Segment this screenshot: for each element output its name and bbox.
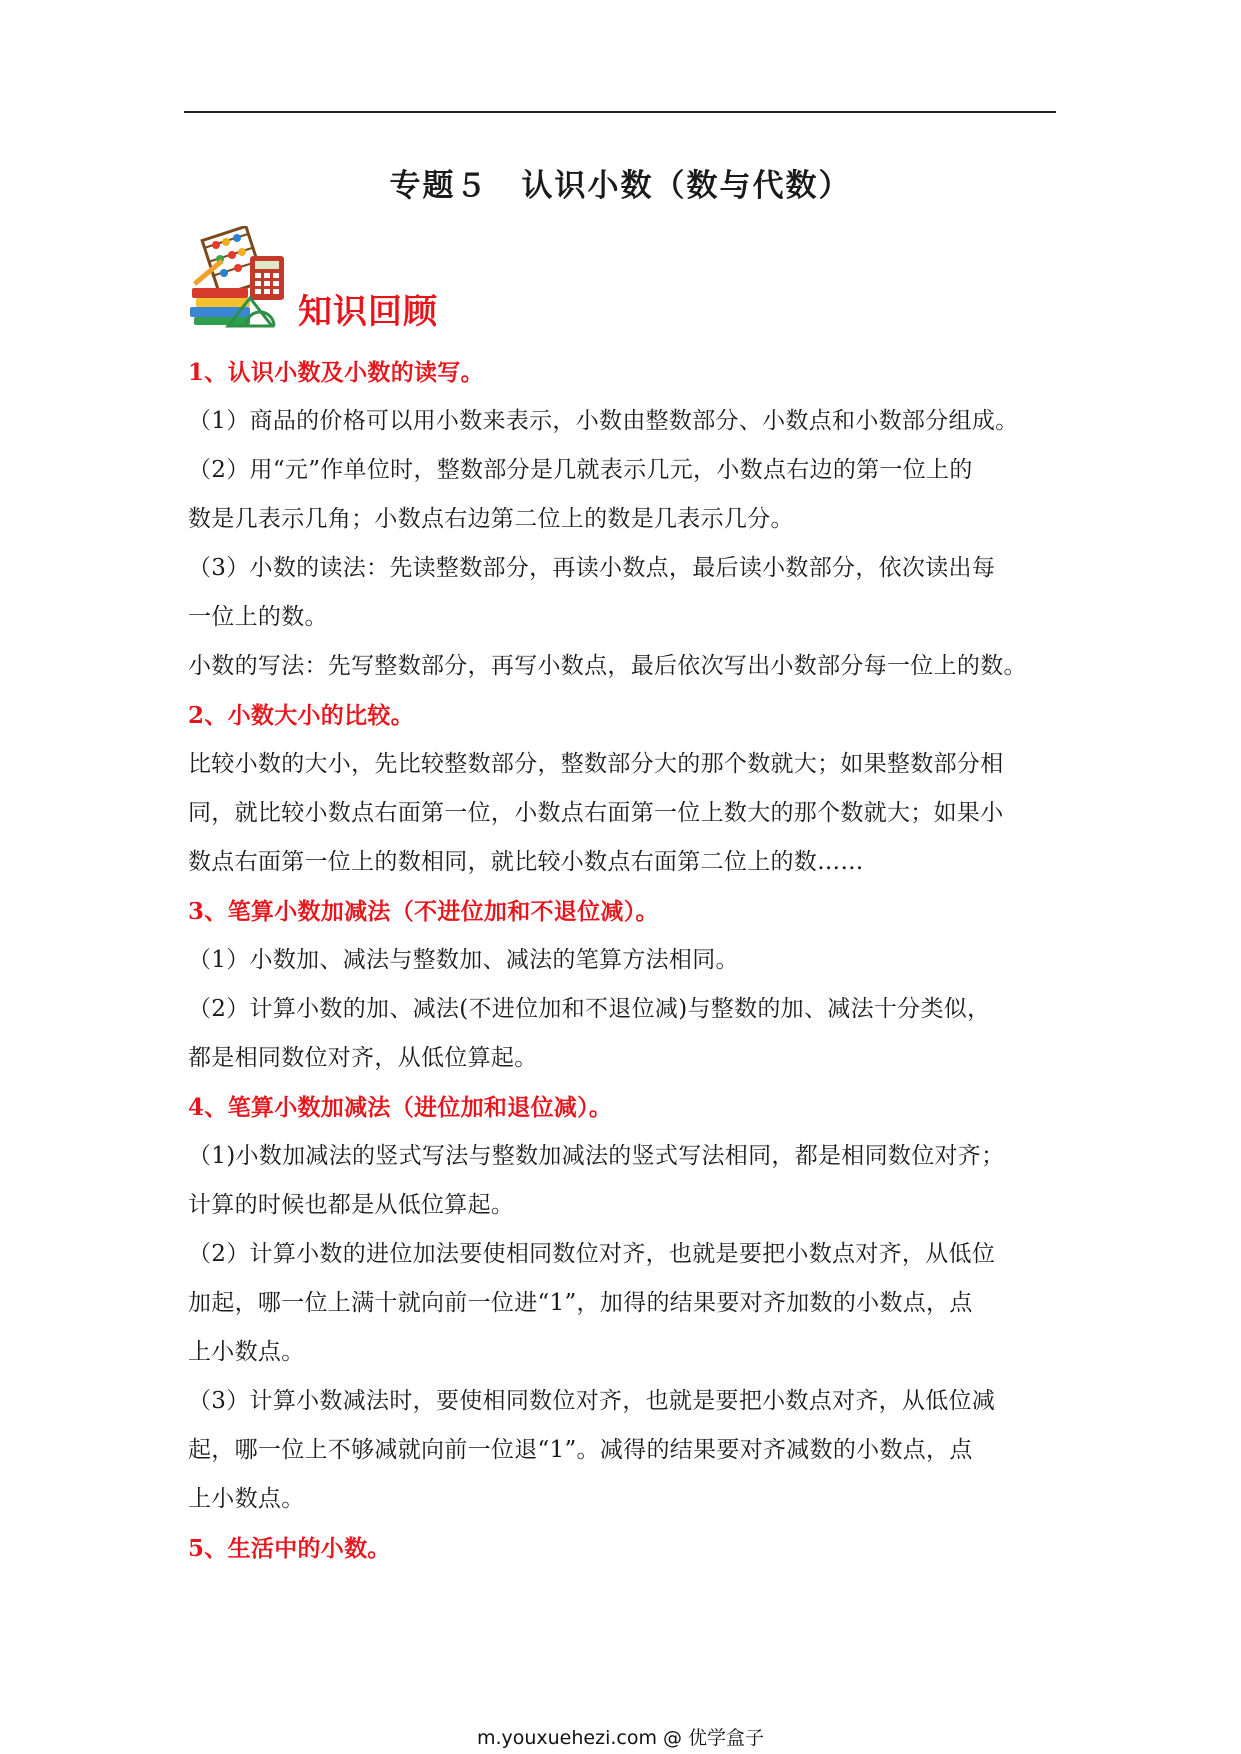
doc-line: 数是几表示几角；小数点右边第二位上的数是几表示几分。 <box>188 506 794 532</box>
books-icon <box>190 288 250 325</box>
doc-line: （2）用“元”作单位时，整数部分是几就表示几元，小数点右边的第一位上的 <box>188 457 973 483</box>
doc-line: 加起，哪一位上满十就向前一位进“1”，加得的结果要对齐加数的小数点，点 <box>188 1290 973 1316</box>
doc-line: 数点右面第一位上的数相同，就比较小数点右面第二位上的数…… <box>188 849 864 875</box>
section-heading: 1、认识小数及小数的读写。 <box>188 359 484 386</box>
doc-line: 上小数点。 <box>188 1339 305 1365</box>
doc-line: （1）商品的价格可以用小数来表示，小数由整数部分、小数点和小数部分组成。 <box>188 408 1019 434</box>
doc-line: 比较小数的大小，先比较整数部分，整数部分大的那个数就大；如果整数部分相 <box>188 751 1004 777</box>
doc-line: 同，就比较小数点右面第一位，小数点右面第一位上数大的那个数就大；如果小 <box>188 800 1004 826</box>
doc-line: 一位上的数。 <box>188 604 328 630</box>
footer-watermark: m.youxuehezi.com @ 优学盒子 <box>476 1727 765 1749</box>
doc-line: （2）计算小数的加、减法(不进位加和不退位减)与整数的加、减法十分类似， <box>188 996 991 1022</box>
doc-line: 小数的写法：先写整数部分，再写小数点，最后依次写出小数部分每一位上的数。 <box>188 653 1027 679</box>
doc-line: （2）计算小数的进位加法要使相同数位对齐，也就是要把小数点对齐，从低位 <box>188 1241 996 1267</box>
top-rule <box>184 111 1056 113</box>
doc-line: （3）小数的读法：先读整数部分，再读小数点，最后读小数部分，依次读出每 <box>188 555 996 581</box>
doc-line: 计算的时候也都是从低位算起。 <box>188 1192 515 1218</box>
doc-line: （3）计算小数减法时，要使相同数位对齐，也就是要把小数点对齐，从低位减 <box>188 1388 996 1414</box>
section-heading: 4、笔算小数加减法（进位加和退位减）。 <box>188 1094 613 1121</box>
section-banner-title: 知识回顾 <box>298 292 438 332</box>
section-heading: 2、小数大小的比较。 <box>188 702 415 729</box>
doc-line: 起，哪一位上不够减就向前一位退“1”。减得的结果要对齐减数的小数点，点 <box>188 1437 973 1463</box>
section-heading: 3、笔算小数加减法（不进位加和不退位减）。 <box>188 898 659 925</box>
doc-line: （1）小数加、减法与整数加、减法的笔算方法相同。 <box>188 947 739 973</box>
document-body <box>188 348 1054 1573</box>
doc-line: 上小数点。 <box>188 1486 305 1512</box>
page-title: 专题５ 认识小数（数与代数） <box>389 168 852 204</box>
calculator-icon <box>250 256 284 300</box>
doc-line: （1)小数加减法的竖式写法与整数加减法的竖式写法相同，都是相同数位对齐； <box>188 1143 1005 1169</box>
section-heading: 5、生活中的小数。 <box>188 1535 391 1562</box>
doc-line: 都是相同数位对齐，从低位算起。 <box>188 1045 538 1071</box>
